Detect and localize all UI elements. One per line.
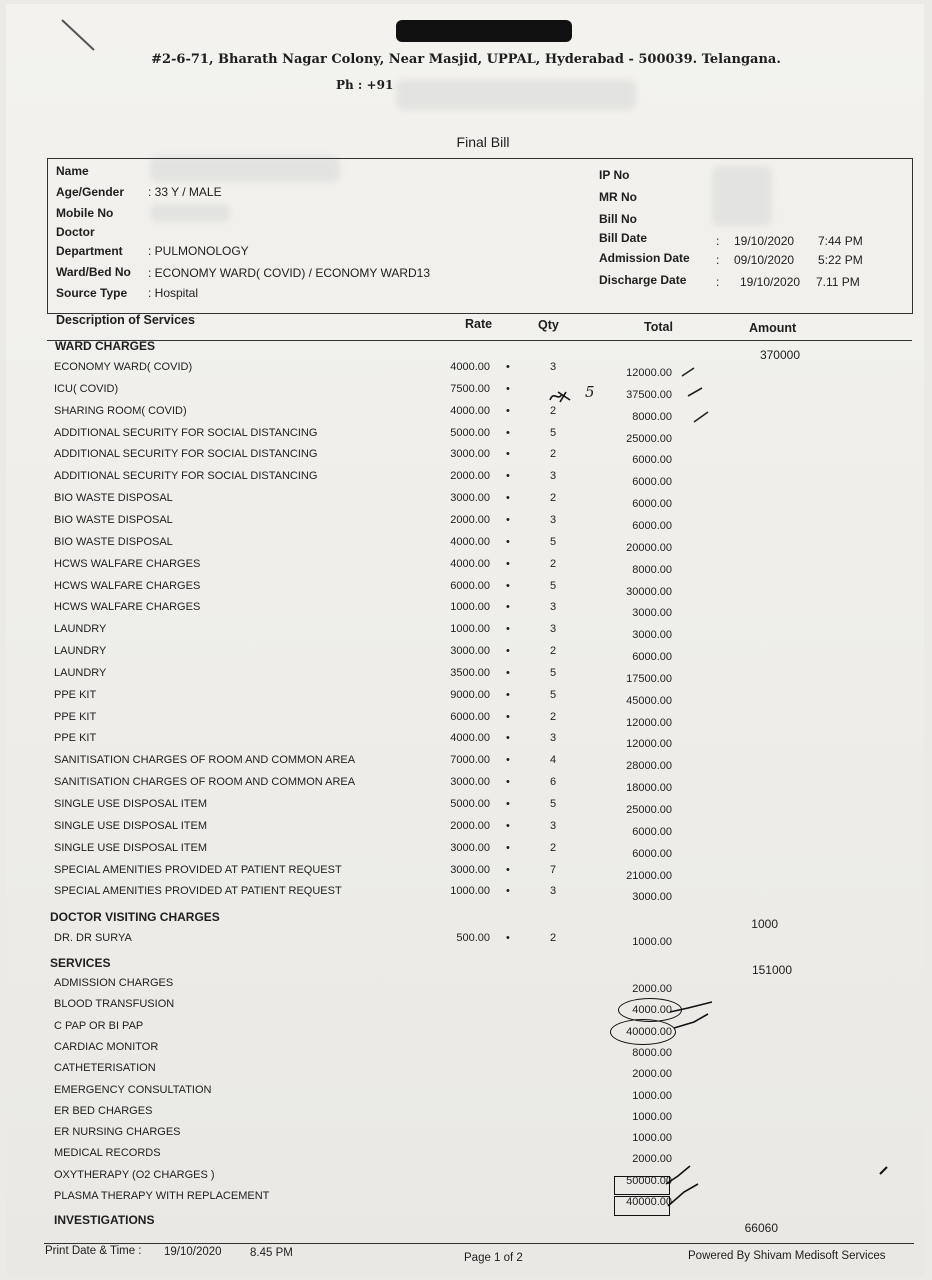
table-row <box>0 998 932 1018</box>
table-row <box>0 361 932 381</box>
item-rate: 3000.00 <box>450 492 490 505</box>
item-rate: 7000.00 <box>450 754 490 767</box>
powered-by: Powered By Shivam Medisoft Services <box>688 1250 886 1262</box>
row-bullet: • <box>506 557 510 570</box>
item-description: HCWS WALFARE CHARGES <box>54 579 201 592</box>
item-total: 6000.00 <box>632 519 672 532</box>
page-title: Final Bill <box>456 134 510 150</box>
item-rate: 3000.00 <box>450 776 490 789</box>
item-total: 20000.00 <box>626 541 672 554</box>
section-title-investigations: INVESTIGATIONS <box>54 1213 155 1227</box>
item-rate: 2000.00 <box>450 470 490 483</box>
item-qty: 2 <box>549 841 557 854</box>
discharge-date-value: 19/10/2020 <box>740 275 801 289</box>
item-qty: 2 <box>549 448 557 461</box>
item-description: PPE KIT <box>54 688 97 701</box>
department-label: Department <box>56 244 123 258</box>
item-qty: 5 <box>549 666 557 679</box>
item-qty: 6 <box>549 776 557 789</box>
item-qty: 3 <box>549 470 557 483</box>
item-total: 6000.00 <box>632 847 672 860</box>
check-mark <box>680 362 710 432</box>
row-bullet: • <box>506 932 510 944</box>
item-total: 25000.00 <box>626 804 672 816</box>
item-total: 28000.00 <box>626 760 672 773</box>
table-row <box>0 1169 932 1189</box>
row-bullet: • <box>506 688 510 701</box>
table-row <box>0 1020 932 1040</box>
item-description: MEDICAL RECORDS <box>54 1147 161 1160</box>
row-bullet: • <box>506 492 510 505</box>
item-description: ECONOMY WARD( COVID) <box>54 361 193 373</box>
ward-value: : ECONOMY WARD( COVID) / ECONOMY WARD13 <box>148 266 431 280</box>
row-bullet: • <box>506 819 510 832</box>
col-header-rate: Rate <box>465 317 493 331</box>
item-qty: 3 <box>549 513 557 526</box>
item-total: 8000.00 <box>632 563 672 576</box>
age-label: Age/Gender <box>56 185 125 199</box>
col-header-qty: Qty <box>538 318 559 332</box>
item-rate: 4000.00 <box>450 557 490 570</box>
item-total: 6000.00 <box>632 825 672 838</box>
section-amount-services: 151000 <box>751 963 792 977</box>
item-description: LAUNDRY <box>54 645 107 658</box>
row-bullet: • <box>506 535 510 548</box>
discharge-date-colon: : <box>716 275 720 289</box>
item-total: 8000.00 <box>632 1046 672 1059</box>
item-rate: 2000.00 <box>450 819 490 832</box>
table-row <box>0 623 932 643</box>
item-rate: 5000.00 <box>450 426 490 439</box>
item-qty: 2 <box>549 932 557 944</box>
table-row <box>0 1105 932 1125</box>
table-row <box>0 732 932 752</box>
table-row <box>0 427 932 447</box>
item-description: EMERGENCY CONSULTATION <box>54 1083 212 1096</box>
table-row <box>0 689 932 709</box>
section-amount-ward: 370000 <box>759 348 800 362</box>
print-label: Print Date & Time : <box>45 1245 142 1257</box>
name-label: Name <box>56 164 89 178</box>
table-row <box>0 492 932 512</box>
col-header-total: Total <box>644 320 673 334</box>
item-total: 21000.00 <box>626 869 672 882</box>
item-rate: 2000.00 <box>450 513 490 526</box>
ip-label: IP No <box>599 168 630 182</box>
item-total: 12000.00 <box>626 716 672 729</box>
item-description: SHARING ROOM( COVID) <box>54 404 187 417</box>
item-total: 8000.00 <box>632 410 672 423</box>
redacted-hospital-name <box>396 20 572 42</box>
source-label: Source Type <box>56 286 128 300</box>
item-total: 37500.00 <box>626 388 672 401</box>
item-description: SINGLE USE DISPOSAL ITEM <box>54 819 208 832</box>
col-header-description: Description of Services <box>56 313 195 327</box>
item-total: 12000.00 <box>626 738 672 751</box>
item-rate: 7500.00 <box>450 382 490 395</box>
bill-time-value: 7:44 PM <box>818 234 863 248</box>
row-bullet: • <box>506 404 510 417</box>
item-total: 2000.00 <box>632 1068 672 1081</box>
item-total: 2000.00 <box>632 1153 672 1166</box>
row-bullet: • <box>506 623 510 636</box>
item-total: 1000.00 <box>632 1110 672 1123</box>
row-bullet: • <box>506 448 510 461</box>
item-qty: 3 <box>549 623 557 636</box>
table-row <box>0 842 932 862</box>
discharge-date-label: Discharge Date <box>599 273 687 287</box>
item-total: 40000.00 <box>626 1025 672 1038</box>
table-row <box>0 1190 932 1210</box>
item-rate: 3000.00 <box>450 645 490 658</box>
table-row <box>0 514 932 534</box>
table-row <box>0 977 932 997</box>
table-row <box>0 798 932 818</box>
check-mark <box>664 1162 704 1212</box>
table-row <box>0 754 932 774</box>
item-description: SANITISATION CHARGES OF ROOM AND COMMON AREA <box>54 754 356 767</box>
table-row <box>0 667 932 687</box>
item-description: C PAP OR BI PAP <box>54 1019 144 1032</box>
item-description: LAUNDRY <box>54 666 107 679</box>
item-description: HCWS WALFARE CHARGES <box>54 601 201 614</box>
item-qty: 5 <box>549 426 557 439</box>
section-title-ward: WARD CHARGES <box>55 339 156 353</box>
col-header-amount: Amount <box>749 321 797 335</box>
item-total: 3000.00 <box>632 891 672 904</box>
admission-time-value: 5:22 PM <box>818 253 863 267</box>
item-rate: 3500.00 <box>450 666 490 679</box>
item-total: 40000.00 <box>626 1196 672 1208</box>
table-row <box>0 820 932 840</box>
item-total: 50000.00 <box>626 1174 672 1187</box>
row-bullet: • <box>506 776 510 789</box>
item-qty: 2 <box>549 492 557 505</box>
item-total: 6000.00 <box>632 454 672 467</box>
item-total: 17500.00 <box>626 672 672 685</box>
item-total: 6000.00 <box>632 651 672 664</box>
item-description: ADDITIONAL SECURITY FOR SOCIAL DISTANCING <box>54 448 318 461</box>
redacted-phone <box>396 80 636 110</box>
item-total: 45000.00 <box>626 694 672 707</box>
row-bullet: • <box>506 470 510 483</box>
item-rate: 5000.00 <box>450 798 490 810</box>
table-row <box>0 1084 932 1104</box>
item-description: BIO WASTE DISPOSAL <box>54 513 173 526</box>
item-description: PPE KIT <box>54 732 97 745</box>
strike-mark <box>548 388 578 404</box>
table-row <box>0 1147 932 1167</box>
table-row <box>0 448 932 468</box>
item-description: BIO WASTE DISPOSAL <box>54 492 173 505</box>
header-divider <box>47 340 912 341</box>
item-description: DR. DR SURYA <box>54 932 132 944</box>
item-rate: 3000.00 <box>450 863 490 876</box>
box-mark <box>614 1196 670 1216</box>
item-rate: 4000.00 <box>450 361 490 373</box>
bill-no-label: Bill No <box>599 212 637 226</box>
doctor-label: Doctor <box>56 225 95 239</box>
table-row <box>0 580 932 600</box>
row-bullet: • <box>506 645 510 658</box>
page-number: Page 1 of 2 <box>464 1252 523 1264</box>
item-rate: 1000.00 <box>450 601 490 614</box>
row-bullet: • <box>506 666 510 679</box>
item-rate: 1000.00 <box>450 623 490 636</box>
source-value: : Hospital <box>148 286 199 300</box>
section-title-services: SERVICES <box>50 956 111 970</box>
item-qty: 5 <box>549 535 557 548</box>
item-description: PLASMA THERAPY WITH REPLACEMENT <box>54 1190 270 1202</box>
table-row <box>0 405 932 425</box>
mr-label: MR No <box>599 190 637 204</box>
item-rate: 4000.00 <box>450 535 490 548</box>
row-bullet: • <box>506 382 510 395</box>
item-description: SINGLE USE DISPOSAL ITEM <box>54 798 208 810</box>
row-bullet: • <box>506 863 510 876</box>
item-rate: 6000.00 <box>450 710 490 723</box>
table-row <box>0 776 932 796</box>
item-description: ADDITIONAL SECURITY FOR SOCIAL DISTANCING <box>54 426 318 439</box>
circle-mark <box>610 1019 676 1045</box>
item-rate: 6000.00 <box>450 579 490 592</box>
item-qty: 2 <box>549 710 557 723</box>
table-row <box>0 470 932 490</box>
item-rate: 4000.00 <box>450 732 490 745</box>
item-total: 1000.00 <box>632 1132 672 1145</box>
item-qty: 5 <box>549 798 557 810</box>
row-bullet: • <box>506 732 510 745</box>
row-bullet: • <box>506 754 510 767</box>
section-title-doctor: DOCTOR VISITING CHARGES <box>50 910 220 924</box>
item-description: BIO WASTE DISPOSAL <box>54 535 173 548</box>
item-total: 18000.00 <box>626 782 672 795</box>
row-bullet: • <box>506 798 510 810</box>
item-description: ICU( COVID) <box>54 382 119 395</box>
row-bullet: • <box>506 710 510 723</box>
row-bullet: • <box>506 513 510 526</box>
item-total: 1000.00 <box>632 936 672 948</box>
item-total: 30000.00 <box>626 585 672 598</box>
footer-divider <box>44 1243 914 1244</box>
item-rate: 1000.00 <box>450 885 490 898</box>
item-description: SANITISATION CHARGES OF ROOM AND COMMON AREA <box>54 776 356 789</box>
item-qty: 2 <box>549 404 557 417</box>
pen-mark <box>878 1164 890 1176</box>
row-bullet: • <box>506 579 510 592</box>
row-bullet: • <box>506 361 510 373</box>
item-description: OXYTHERAPY (O2 CHARGES ) <box>54 1168 215 1181</box>
item-qty: 3 <box>549 885 557 898</box>
item-description: ADMISSION CHARGES <box>54 977 174 989</box>
item-description: BLOOD TRANSFUSION <box>54 998 175 1011</box>
print-time: 8.45 PM <box>250 1247 293 1259</box>
item-description: ER NURSING CHARGES <box>54 1126 181 1139</box>
item-total: 4000.00 <box>632 1004 672 1017</box>
item-total: 2000.00 <box>632 983 672 995</box>
row-bullet: • <box>506 426 510 439</box>
table-row <box>0 1062 932 1082</box>
table-row <box>0 711 932 731</box>
box-mark <box>614 1176 670 1195</box>
item-description: ER BED CHARGES <box>54 1104 153 1117</box>
section-amount-investigations: 66060 <box>744 1221 778 1235</box>
item-total: 25000.00 <box>626 432 672 445</box>
admission-date-label: Admission Date <box>599 251 690 265</box>
item-rate: 3000.00 <box>450 448 490 461</box>
table-row <box>0 885 932 905</box>
item-description: LAUNDRY <box>54 623 107 636</box>
item-description: HCWS WALFARE CHARGES <box>54 557 201 570</box>
mobile-label: Mobile No <box>56 206 114 220</box>
item-qty: 3 <box>549 819 557 832</box>
item-rate: 4000.00 <box>450 404 490 417</box>
hospital-phone: Ph : +91 <box>336 78 394 92</box>
print-date: 19/10/2020 <box>164 1246 222 1258</box>
item-total: 12000.00 <box>626 367 672 379</box>
item-qty: 5 <box>549 688 557 701</box>
item-description: SPECIAL AMENITIES PROVIDED AT PATIENT REQUEST <box>54 885 342 898</box>
row-bullet: • <box>506 885 510 898</box>
department-value: : PULMONOLOGY <box>148 244 249 258</box>
bill-date-label: Bill Date <box>599 231 648 245</box>
table-row <box>0 1041 932 1061</box>
item-qty: 5 <box>549 579 557 592</box>
table-row <box>0 383 932 403</box>
table-row <box>0 864 932 884</box>
bill-date-value: 19/10/2020 <box>734 234 795 248</box>
item-qty: 3 <box>549 361 557 373</box>
ward-label: Ward/Bed No <box>56 265 131 279</box>
item-total: 6000.00 <box>632 476 672 489</box>
item-description: SPECIAL AMENITIES PROVIDED AT PATIENT REQUEST <box>54 863 342 876</box>
item-rate: 9000.00 <box>450 688 490 701</box>
item-qty: 4 <box>549 754 557 767</box>
item-description: CATHETERISATION <box>54 1062 156 1075</box>
item-qty: 3 <box>549 601 557 614</box>
item-qty: 7 <box>549 863 557 876</box>
table-row <box>0 601 932 621</box>
age-value: : 33 Y / MALE <box>148 185 222 199</box>
item-qty: 2 <box>549 557 557 570</box>
admission-date-colon: : <box>716 253 720 267</box>
check-mark <box>668 1000 718 1034</box>
table-row <box>0 1126 932 1146</box>
item-total: 1000.00 <box>632 1089 672 1102</box>
handwritten-qty: 5 <box>585 383 595 401</box>
table-row <box>0 645 932 665</box>
row-bullet: • <box>506 601 510 614</box>
table-row <box>0 536 932 556</box>
item-description: ADDITIONAL SECURITY FOR SOCIAL DISTANCING <box>54 470 318 483</box>
row-bullet: • <box>506 841 510 854</box>
section-amount-doctor: 1000 <box>751 917 778 931</box>
bill-date-colon: : <box>716 234 720 248</box>
item-total: 3000.00 <box>632 607 672 620</box>
hospital-address: #2-6-71, Bharath Nagar Colony, Near Masjid, UPPAL, Hyderabad - 500039. Telangana. <box>151 52 781 67</box>
item-rate: 3000.00 <box>450 841 490 854</box>
item-description: SINGLE USE DISPOSAL ITEM <box>54 841 208 854</box>
table-row <box>0 932 932 952</box>
item-qty: 2 <box>549 645 557 658</box>
item-rate: 500.00 <box>456 932 490 944</box>
item-qty: 3 <box>549 732 557 745</box>
item-total: 6000.00 <box>632 498 672 511</box>
admission-date-value: 09/10/2020 <box>734 253 795 267</box>
item-description: CARDIAC MONITOR <box>54 1040 159 1053</box>
item-description: PPE KIT <box>54 710 97 723</box>
table-row <box>0 558 932 578</box>
item-total: 3000.00 <box>632 629 672 642</box>
discharge-time-value: 7.11 PM <box>816 275 860 289</box>
